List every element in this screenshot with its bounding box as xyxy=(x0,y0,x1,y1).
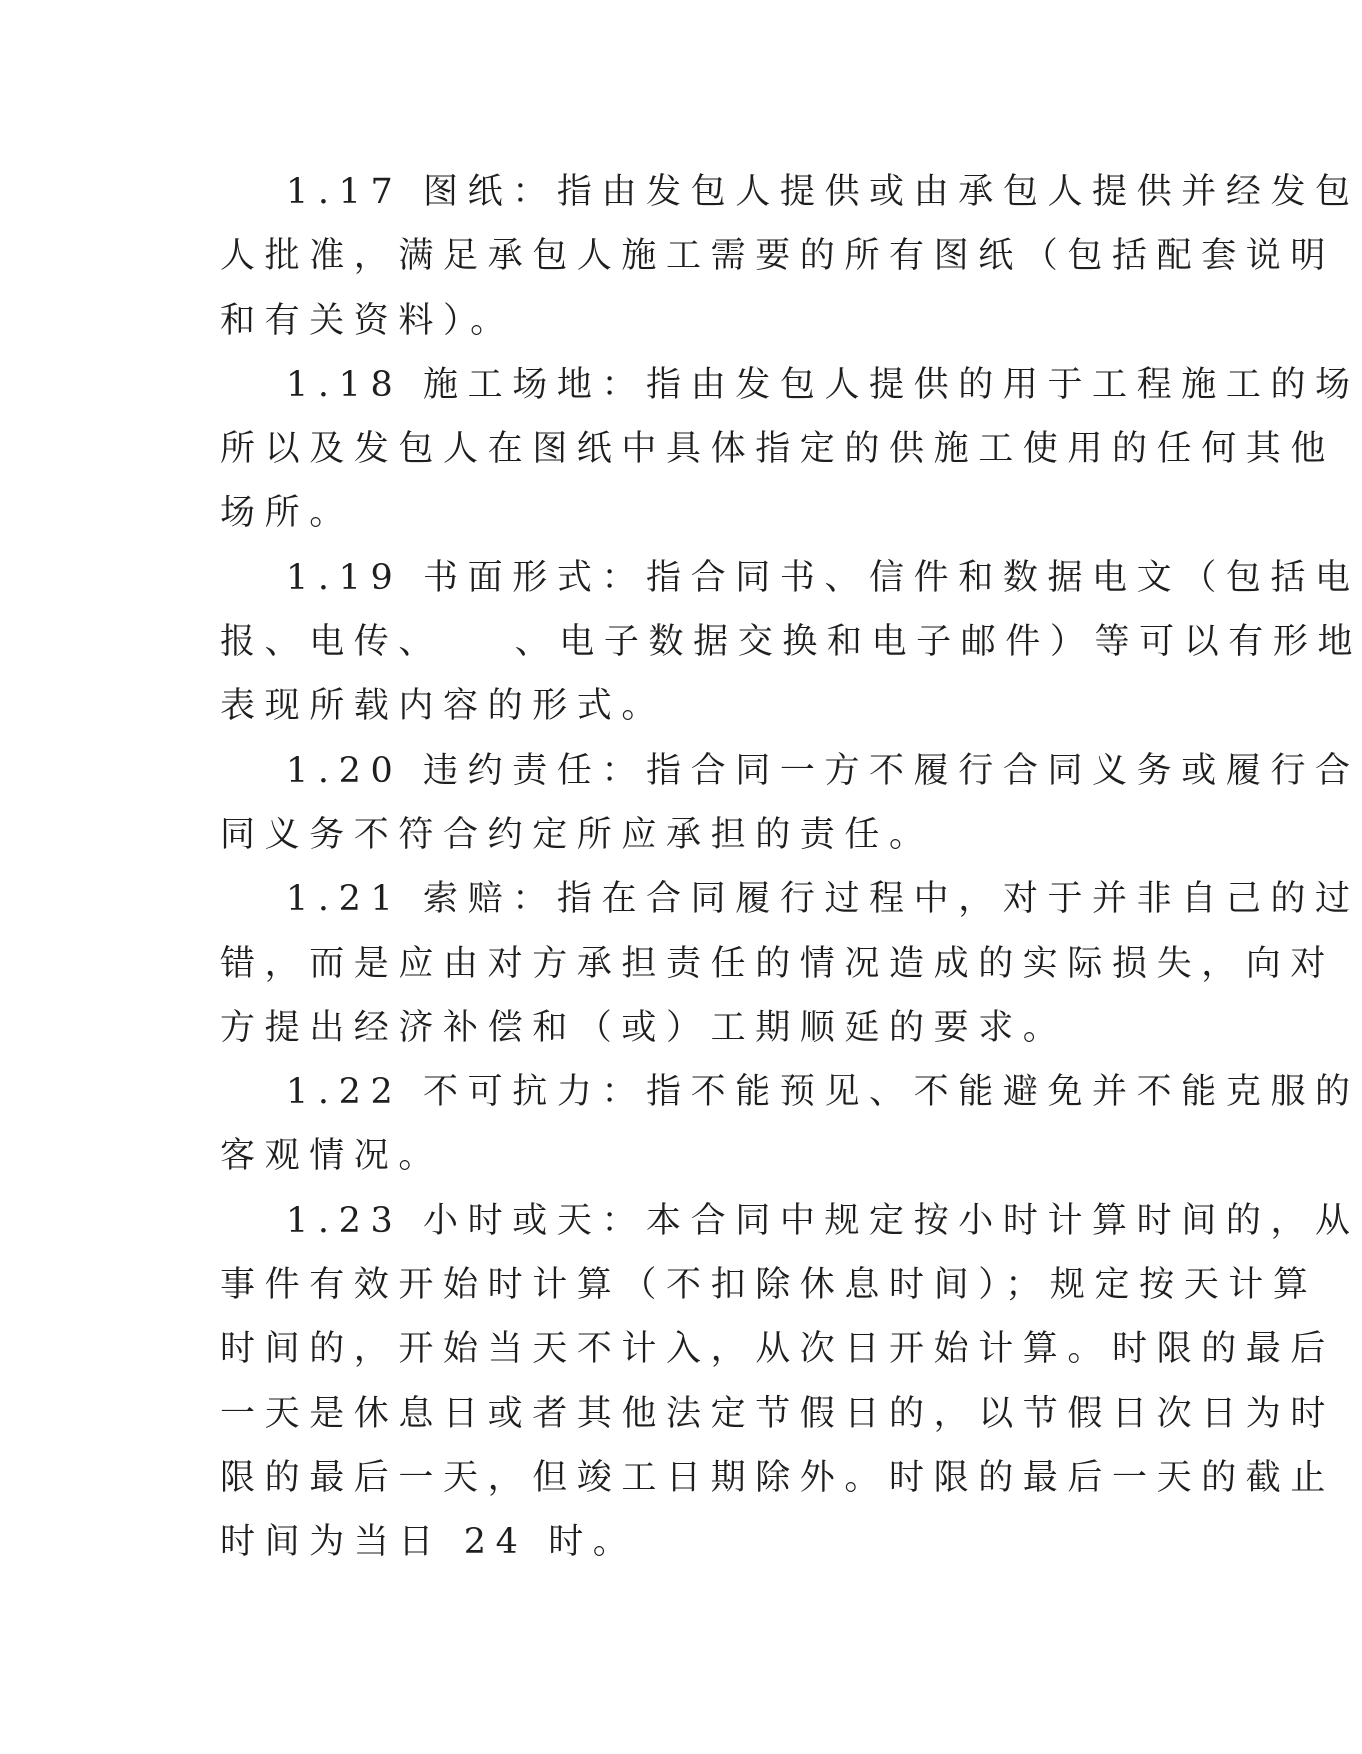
clause-line: 1.19 书面形式：指合同书、信件和数据电文（包括电 xyxy=(286,557,1360,598)
clause-1-21 xyxy=(220,867,1360,1060)
clause-line: 和有关资料）。 xyxy=(220,300,515,341)
clause-line: 限的最后一天，但竣工日期除外。时限的最后一天的截止 xyxy=(220,1457,1336,1498)
clause-line: 所以及发包人在图纸中具体指定的供施工使用的任何其他 xyxy=(220,429,1336,470)
clause-line: 事件有效开始时计算（不扣除休息时间）；规定按天计算 xyxy=(220,1265,1318,1306)
clause-line: 一天是休息日或者其他法定节假日的，以节假日次日为时 xyxy=(220,1393,1336,1434)
clause-line: 1.20 违约责任：指合同一方不履行合同义务或履行合 xyxy=(286,750,1360,791)
clause-line: 时间为当日 24 时。 xyxy=(220,1522,638,1563)
clause-line: 1.21 索赔：指在合同履行过程中，对于并非自己的过 xyxy=(286,879,1360,920)
clause-line: 时间的，开始当天不计入，从次日开始计算。时限的最后 xyxy=(220,1329,1336,1370)
clause-1-18 xyxy=(220,353,1360,546)
document-body xyxy=(220,160,1362,1575)
clause-line: 人批准，满足承包人施工需要的所有图纸（包括配套说明 xyxy=(220,236,1336,277)
clause-line: 同义务不符合约定所应承担的责任。 xyxy=(220,814,934,855)
clause-1-17 xyxy=(220,160,1360,353)
clause-line: 错，而是应由对方承担责任的情况造成的实际损失，向对 xyxy=(220,943,1336,984)
clause-line: 客观情况。 xyxy=(220,1136,444,1177)
clause-line: 方提出经济补偿和（或）工期顺延的要求。 xyxy=(220,1007,1068,1048)
clause-line: 表现所载内容的形式。 xyxy=(220,686,667,727)
clause-line: 1.18 施工场地：指由发包人提供的用于工程施工的场 xyxy=(286,364,1360,405)
clause-1-22 xyxy=(220,1060,1360,1189)
clause-line: 1.23 小时或天：本合同中规定按小时计算时间的，从 xyxy=(286,1200,1360,1241)
clause-line: 1.22 不可抗力：指不能预见、不能避免并不能克服的 xyxy=(286,1072,1360,1113)
clause-line: 1.17 图纸：指由发包人提供或由承包人提供并经发包 xyxy=(286,172,1360,212)
clause-1-23 xyxy=(220,1189,1360,1575)
clause-1-19 xyxy=(220,546,1362,739)
clause-line: 场所。 xyxy=(220,493,354,534)
clause-line: 报、电传、 、电子数据交换和电子邮件）等可以有形地 xyxy=(220,622,1362,663)
clause-1-20 xyxy=(220,739,1360,868)
